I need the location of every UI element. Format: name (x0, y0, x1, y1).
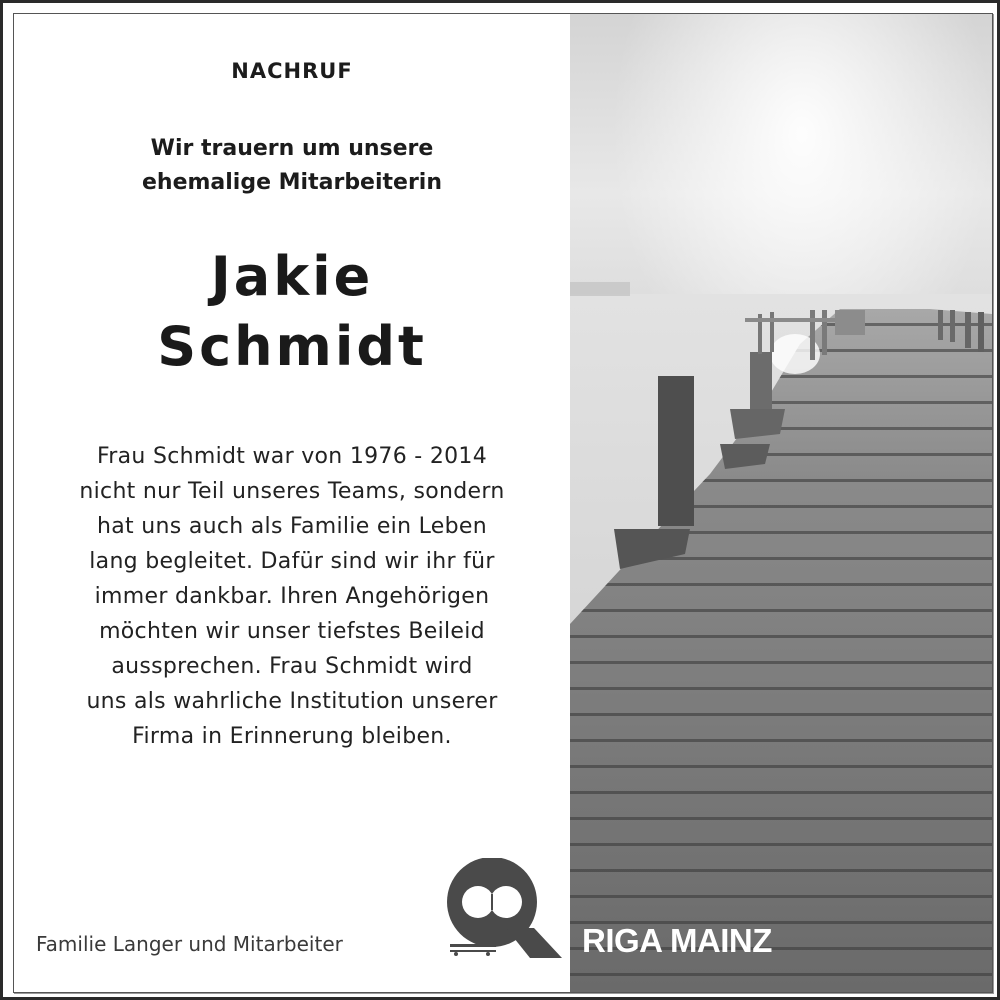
page-background (3, 3, 997, 997)
notice-kicker: NACHRUF (231, 59, 353, 83)
body-line: uns als wahrliche Institution unserer (86, 689, 498, 714)
wooden-pier-in-fog-image (570, 14, 992, 992)
text-column (14, 14, 570, 992)
last-name: Schmidt (157, 315, 427, 378)
body-line: lang begleitet. Dafür sind wir ihr für (89, 549, 495, 574)
subhead-line-1: Wir trauern um unsere (150, 136, 434, 161)
body-line: immer dankbar. Ihren Angehörigen (94, 584, 490, 609)
deceased-name (14, 242, 570, 382)
obituary-frame (13, 13, 993, 993)
body-line: nicht nur Teil unseres Teams, sondern (79, 479, 505, 504)
first-name: Jakie (210, 245, 374, 308)
notice-subhead (14, 132, 570, 200)
body-line: aussprechen. Frau Schmidt wird (111, 654, 473, 679)
body-line: Frau Schmidt war von 1976 - 2014 (96, 444, 488, 469)
subhead-line-2: ehemalige Mitarbeiterin (141, 170, 443, 195)
signoff: Familie Langer und Mitarbeiter (36, 932, 343, 956)
cr-logo-icon (434, 858, 564, 958)
company-name: RIGA MAINZ (582, 922, 772, 959)
body-line: hat uns auch als Familie ein Leben (97, 514, 487, 539)
body-line: möchten wir unser tiefstes Beileid (99, 619, 485, 644)
body-line: Firma in Erinnerung bleiben. (132, 724, 452, 749)
notice-body (28, 439, 556, 754)
